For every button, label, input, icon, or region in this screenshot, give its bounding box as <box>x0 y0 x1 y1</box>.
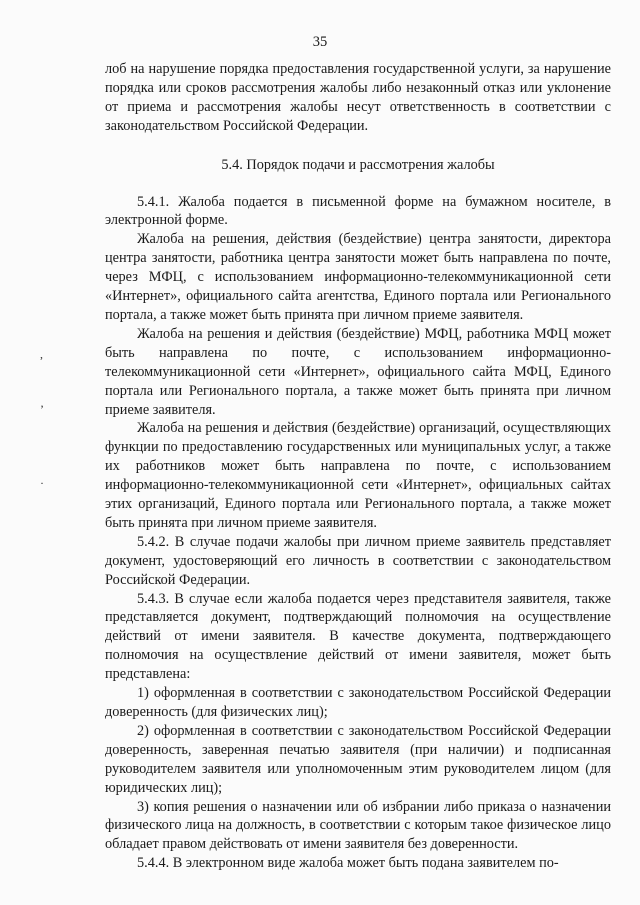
paragraph: 5.4.1. Жалоба подается в письменной форме на бумажном носителе, в электронной форме. <box>105 193 611 229</box>
paragraph: 5.4.3. В случае если жалоба подается через представителя заявителя, также представляется документ, подтверждающий полномочия на осуществление действий от имени заявителя. В качестве документа, подтверждающего полномочия на осуществление действий от имени заявителя, может быть представлена: <box>105 590 611 683</box>
margin-mark: · <box>40 476 44 490</box>
paragraph: Жалоба на решения и действия (бездействие) МФЦ, работника МФЦ может быть направлена по почте, с использованием информационно-телекоммуникационной сети «Интернет», официального сайта МФЦ, Единого портала или Регионального портала, а также может быть принята при личном приеме заявителя. <box>105 325 611 418</box>
margin-mark: , <box>40 347 43 361</box>
document-body <box>105 60 611 873</box>
list-item: 3) копия решения о назначении или об избрании либо приказа о назначении физического лица на должность, в соответствии с которым такое физическое лицо обладает правом действовать от имени заявителя без доверенности. <box>105 798 611 853</box>
paragraph: 5.4.4. В электронном виде жалоба может быть подана заявителем по- <box>137 855 559 872</box>
section-heading: 5.4. Порядок подачи и рассмотрения жалобы <box>221 156 495 173</box>
paragraph: лоб на нарушение порядка предоставления государственной услуги, за нарушение порядка или сроков рассмотрения жалобы либо незаконный отказ или уклонение от приема и рассмотрения жалобы несут ответственность в соответствии с законодательством Российской Федерации. <box>105 61 611 134</box>
list-item: 1) оформленная в соответствии с законодательством Российской Федерации доверенность (для физических лиц); <box>105 685 611 720</box>
page-number: 35 <box>312 34 328 50</box>
paragraph: Жалоба на решения и действия (бездействие) организаций, осуществляющих функции по предоставлению государственных или муниципальных услуг, а также их работников может быть направлена по почте, с использованием информационно-телекоммуникационной сети «Интернет», официальных сайтах этих организаций, Единого портала или Регионального портала, а также может быть принята при личном приеме заявителя. <box>105 420 611 531</box>
margin-mark: ’ <box>40 402 44 416</box>
paragraph: 5.4.2. В случае подачи жалобы при личном приеме заявитель представляет документ, удостоверяющий его личность в соответствии с законодательством Российской Федерации. <box>105 533 611 588</box>
list-item: 2) оформленная в соответствии с законодательством Российской Федерации доверенность, заверенная печатью заявителя (при наличии) и подписанная руководителем заявителя или уполномоченным этим руководителем лицом (для юридических лиц); <box>105 722 611 796</box>
paragraph: Жалоба на решения, действия (бездействие) центра занятости, директора центра занятости, работника центра занятости может быть направлена по почте, через МФЦ, с использованием информационно-телекоммуникационной сети «Интернет», официального сайта агентства, Единого портала или Регионального портала, а также может быть принята при личном приеме заявителя. <box>105 231 611 323</box>
